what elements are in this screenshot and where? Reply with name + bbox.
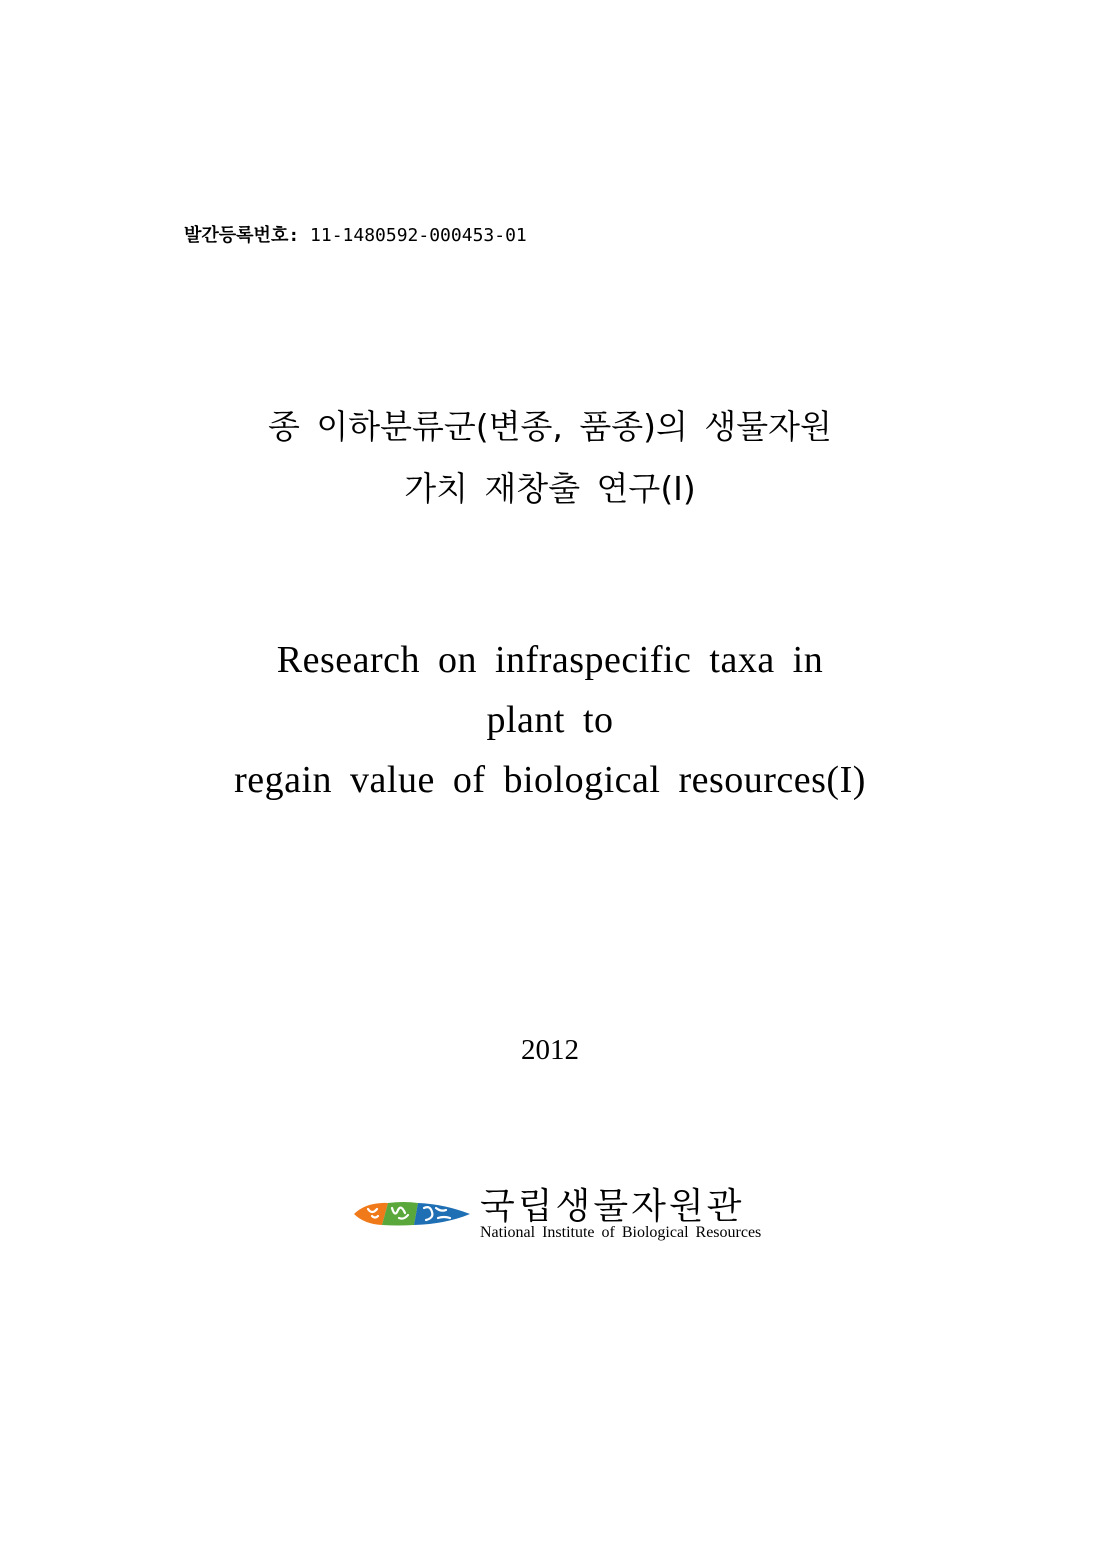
publisher-name-english: National Institute of Biological Resources (480, 1224, 762, 1241)
publication-year: 2012 (521, 1034, 579, 1066)
publisher-logo (352, 1180, 772, 1250)
registration-label: 발간등록번호: (184, 225, 300, 246)
english-title (0, 630, 1100, 810)
english-title-line-2: plant to (486, 699, 614, 741)
korean-title-line-2: 가치 재창출 연구(I) (404, 469, 696, 508)
logo-orange-segment (354, 1203, 388, 1225)
english-title-line-1: Research on infraspecific taxa in (276, 639, 824, 681)
logo-green-segment (382, 1202, 418, 1226)
korean-title (0, 396, 1100, 520)
registration-value: 11-1480592-000453-01 (310, 225, 527, 246)
leaf-logo-icon (352, 1194, 472, 1230)
korean-title-line-1: 종 이하분류군(변종, 품종)의 생물자원 (268, 407, 832, 446)
english-title-line-3: regain value of biological resources(I) (234, 759, 866, 801)
logo-blue-segment (414, 1203, 470, 1225)
registration-number (184, 221, 527, 247)
publisher-name-korean: 국립생물자원관 (480, 1186, 745, 1227)
